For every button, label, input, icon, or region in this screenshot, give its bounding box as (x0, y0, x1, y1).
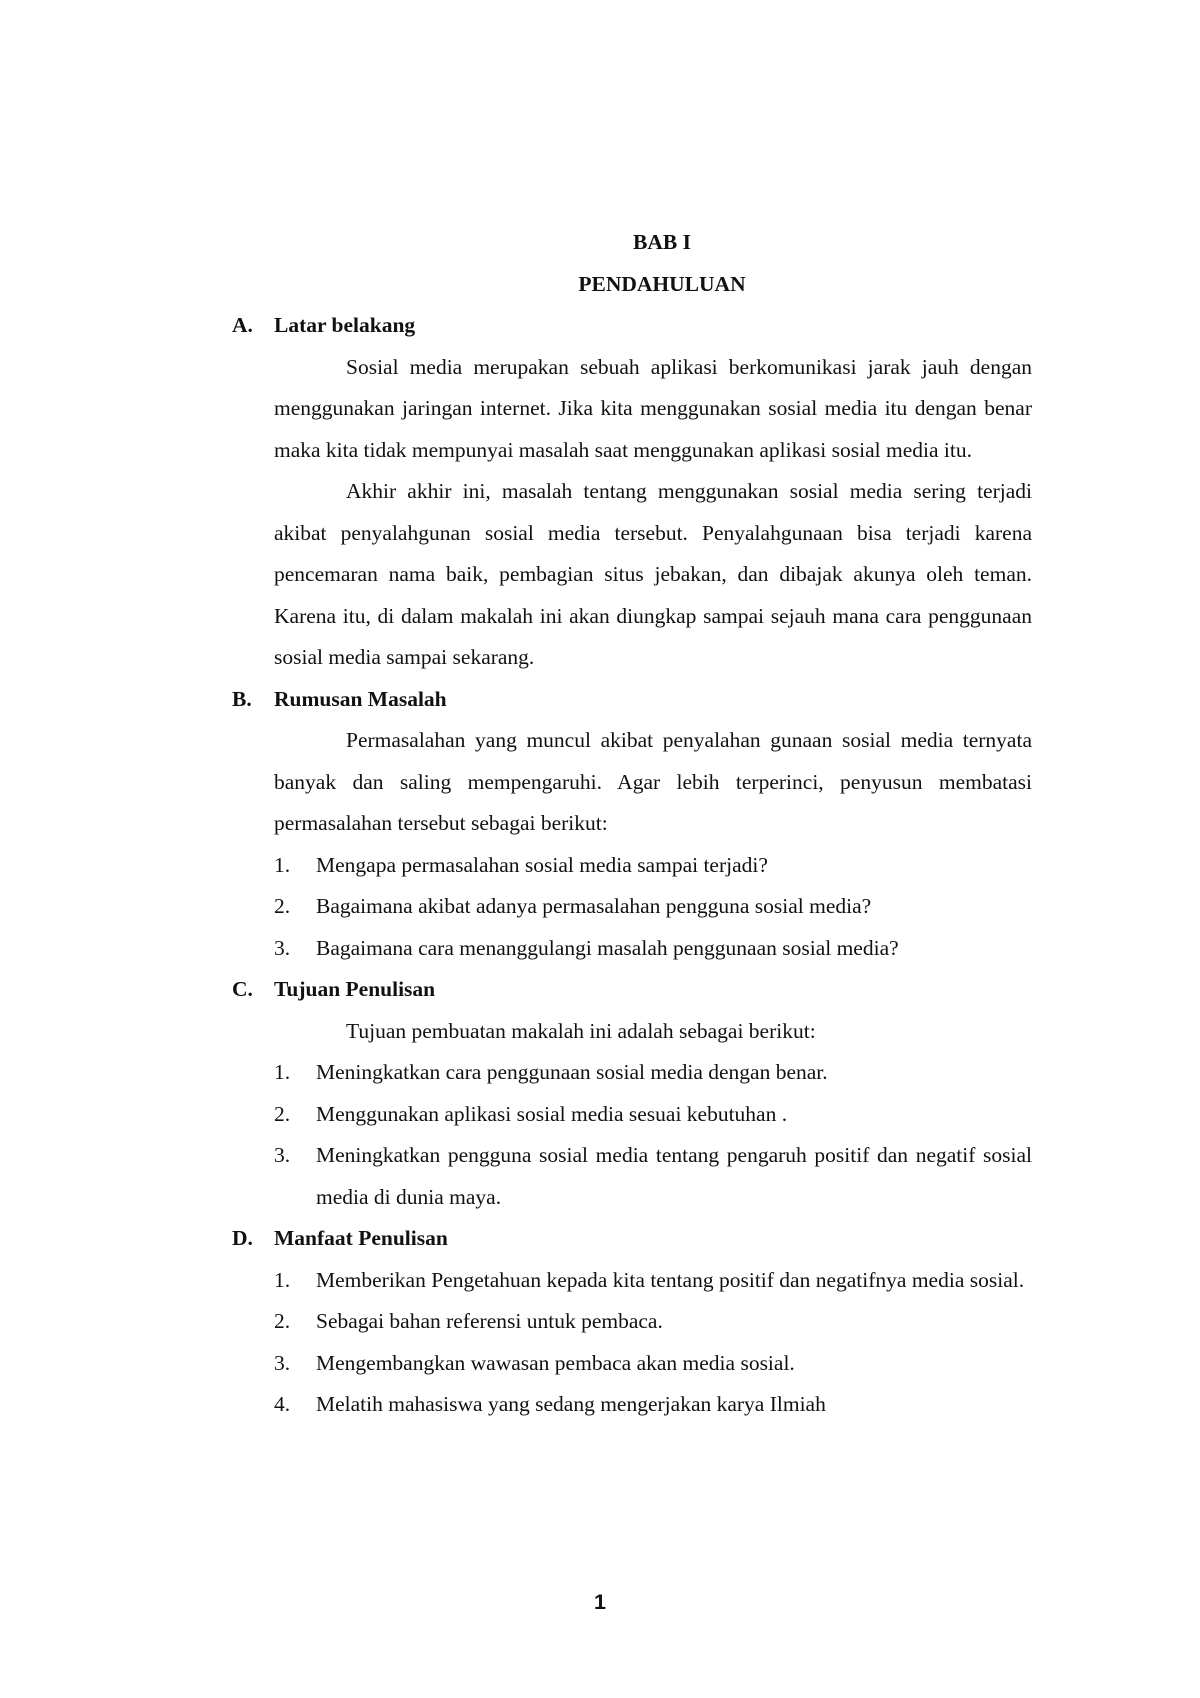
list-text: Bagaimana akibat adanya permasalahan pengguna sosial media? (316, 894, 872, 918)
paragraph: Akhir akhir ini, masalah tentang menggunakan sosial media sering terjadi akibat penyalahgunan sosial media tersebut. Penyalahgunaan bisa terjadi karena pencemaran nama baik, pembagian situs jebakan, dan dibajak akunya oleh teman. Karena itu, di dalam makalah ini akan diungkap sampai sejauh mana cara penggunaan sosial media sampai sekarang. (274, 479, 1032, 669)
list-text: Meningkatkan cara penggunaan sosial media dengan benar. (316, 1060, 828, 1084)
list-text: Sebagai bahan referensi untuk pembaca. (316, 1309, 663, 1333)
section-title: Latar belakang (274, 313, 416, 337)
paragraph: Sosial media merupakan sebuah aplikasi berkomunikasi jarak jauh dengan menggunakan jaringan internet. Jika kita menggunakan sosial media itu dengan benar maka kita tidak mempunyai masalah saat menggunakan aplikasi sosial media itu. (274, 354, 1032, 462)
list-number: 3. (274, 1143, 291, 1167)
list-number: 2. (274, 1101, 291, 1126)
chapter-number: BAB I (633, 230, 691, 254)
list-number: 1. (274, 1267, 291, 1292)
section-heading (232, 969, 1032, 1011)
section-letter: D. (232, 1226, 253, 1250)
list-number: 2. (274, 1309, 291, 1333)
section-title: Manfaat Penulisan (274, 1226, 448, 1250)
list-text: Memberikan Pengetahuan kepada kita tentang positif dan negatifnya media sosial. (316, 1267, 1025, 1292)
list-text: Melatih mahasiswa yang sedang mengerjakan karya Ilmiah (316, 1392, 826, 1416)
list-number: 3. (274, 1350, 291, 1375)
paragraph: Tujuan pembuatan makalah ini adalah sebagai berikut: (346, 1018, 816, 1043)
list-number: 4. (274, 1392, 291, 1416)
section-manfaat-penulisan (232, 1218, 1032, 1426)
list-text: Mengembangkan wawasan pembaca akan media sosial. (316, 1350, 795, 1375)
section-heading (232, 1218, 1032, 1260)
section-tujuan-penulisan (232, 969, 1032, 1218)
section-letter: B. (232, 686, 252, 711)
list-item (274, 1301, 1032, 1343)
list-item (274, 1343, 1032, 1385)
list-number: 2. (274, 894, 291, 918)
section-heading (232, 679, 1032, 721)
list-item (274, 1260, 1032, 1302)
paragraph: Permasalahan yang muncul akibat penyalahan gunaan sosial media ternyata banyak dan saling mempengaruhi. Agar lebih terperinci, penyusun membatasi permasalahan tersebut sebagai berikut: (274, 728, 1032, 835)
list-text: Meningkatkan pengguna sosial media tentang pengaruh positif dan negatif sosial media di dunia maya. (316, 1143, 1032, 1209)
list-number: 3. (274, 935, 291, 960)
list-text: Bagaimana cara menanggulangi masalah penggunaan sosial media? (316, 935, 899, 960)
section-title: Tujuan Penulisan (274, 977, 436, 1001)
list-item (274, 845, 1032, 887)
section-rumusan-masalah (232, 679, 1032, 970)
section-letter: A. (232, 313, 253, 337)
section-letter: C. (232, 977, 253, 1001)
list-number: 1. (274, 1060, 291, 1084)
list-item (274, 1384, 1032, 1426)
page-number: 1 (594, 1590, 606, 1614)
list-item (274, 1052, 1032, 1094)
chapter-title: PENDAHULUAN (578, 271, 746, 296)
list-text: Menggunakan aplikasi sosial media sesuai kebutuhan . (316, 1101, 788, 1126)
section-latar-belakang (232, 305, 1032, 679)
numbered-list (274, 1260, 1032, 1426)
document-body (232, 222, 1032, 1426)
numbered-list (274, 845, 1032, 970)
list-item (274, 928, 1032, 970)
numbered-list (274, 1052, 1032, 1218)
list-number: 1. (274, 852, 291, 877)
list-item (274, 1135, 1032, 1218)
list-text: Mengapa permasalahan sosial media sampai terjadi? (316, 852, 768, 877)
section-heading (232, 305, 1032, 347)
section-title: Rumusan Masalah (274, 686, 447, 711)
list-item (274, 886, 1032, 928)
list-item (274, 1094, 1032, 1136)
